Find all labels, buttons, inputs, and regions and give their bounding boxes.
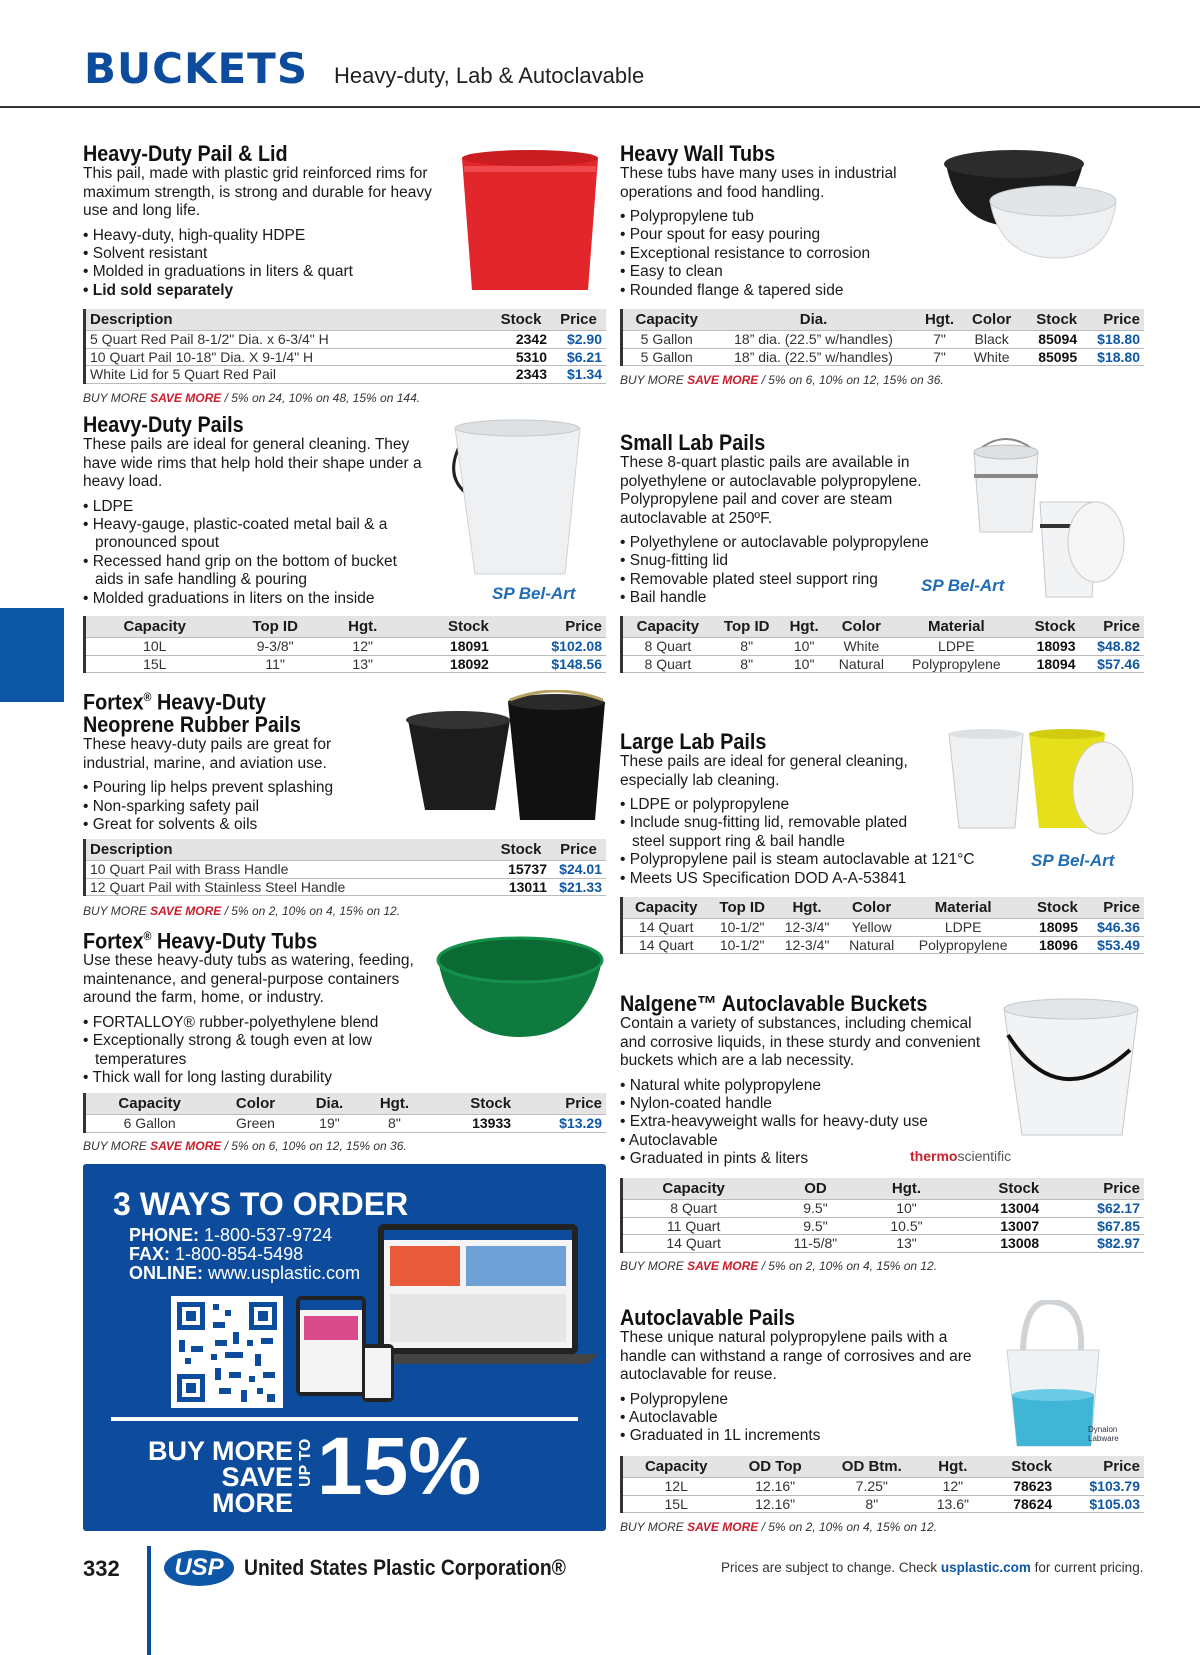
- green-tub-image: [432, 932, 607, 1042]
- feature-item: • Bail handle: [620, 589, 950, 607]
- feature-item: • Heavy-gauge, plastic-coated metal bail & a pronounced spout: [83, 516, 413, 553]
- section-autoclavable-pails: [620, 1306, 1000, 1446]
- page-title: BUCKETS: [84, 44, 309, 93]
- table-row: 15L 11" 13" 18092 $148.56: [85, 655, 607, 673]
- feature-item: • Snug-fitting lid: [620, 552, 950, 570]
- feature-item: • Molded graduations in liters on the inside: [83, 590, 413, 608]
- sp-bel-art-logo: SP Bel-Art: [921, 576, 1005, 595]
- feature-item: • Extra-heavyweight walls for heavy-duty use: [620, 1113, 1000, 1131]
- feature-item: • Meets US Specification DOD A-A-53841: [620, 870, 1000, 888]
- product-description: These 8-quart plastic pails are available in polyethylene or autoclavable polypropylene. Polypropylene pail and cover are steam autoclavable at 250ºF.: [620, 454, 922, 527]
- table-row: 10 Quart Pail with Brass Handle 15737 $24.01: [85, 861, 607, 879]
- feature-item: • Polypropylene tub: [620, 208, 920, 226]
- spec-table-fortex-pails: Description Stock Price 10 Quart Pail with Brass Handle 15737 $24.01 12 Quart Pail with Stainless Steel Handle 13011 $21.33: [83, 839, 606, 896]
- feature-item: • LDPE or polypropylene: [620, 796, 1000, 814]
- feature-item: • Lid sold separately: [83, 282, 443, 300]
- feature-item: • Autoclavable: [620, 1132, 1000, 1150]
- section-side-tab: [0, 608, 64, 702]
- col-header: Stock: [491, 309, 551, 331]
- product-title: Heavy Wall Tubs: [620, 141, 776, 166]
- save-more-note: BUY MORE SAVE MORE / 5% on 2, 10% on 4, 15% on 12.: [620, 1520, 938, 1534]
- spec-table-fortex-tubs: Capacity Color Dia. Hgt. Stock Price 6 Gallon Green 19" 8" 13933 $13.29: [83, 1093, 606, 1133]
- product-description: These unique natural polypropylene pails with a handle can withstand a range of corrosives and are autoclavable for reuse.: [620, 1329, 972, 1383]
- dynalon-logo: Dynalon Labware: [1088, 1425, 1119, 1443]
- feature-item: • LDPE: [83, 498, 413, 516]
- feature-item: • Nylon-coated handle: [620, 1095, 1000, 1113]
- thermo-scientific-logo: thermoscientific: [910, 1148, 1012, 1164]
- feature-list: [83, 498, 413, 608]
- save-more-note: BUY MORE SAVE MORE / 5% on 2, 10% on 4, 15% on 12.: [620, 1259, 938, 1273]
- table-row: 12L 12.16" 7.25" 12" 78623 $103.79: [622, 1478, 1145, 1496]
- feature-list: [620, 534, 950, 608]
- save-more-note: BUY MORE SAVE MORE / 5% on 6, 10% on 12, 15% on 36.: [83, 1139, 407, 1153]
- section-nalgene-buckets: [620, 992, 1000, 1169]
- product-description: Contain a variety of substances, including chemical and corrosive liquids, in these sturdy and convenient buckets which are a lab necessity.: [620, 1015, 981, 1069]
- feature-item: • Easy to clean: [620, 263, 920, 281]
- table-row: 5 Gallon 18” dia. (22.5” w/handles) 7" White 85095 $18.80: [622, 348, 1145, 366]
- product-description: This pail, made with plastic grid reinforced rims for maximum strength, is strong and durable for heavy use and long life.: [83, 165, 432, 219]
- table-row: 8 Quart 9.5" 10" 13004 $62.17: [622, 1200, 1145, 1218]
- page-subtitle: Heavy-duty, Lab & Autoclavable: [334, 63, 645, 88]
- white-pail-image: [445, 416, 585, 576]
- feature-list: [83, 1014, 403, 1088]
- spec-table-autoclavable-pails: Capacity OD Top OD Btm. Hgt. Stock Price 12L 12.16" 7.25" 12" 78623 $103.79 15L 12.16" 8" 13.6" 78624 $105.03: [620, 1456, 1144, 1513]
- spec-table-small-lab-pails: Capacity Top ID Hgt. Color Material Stock Price 8 Quart 8" 10" White LDPE 18093 $48.82 8 Quart 8" 10" Natural Polypropylene 18094 $57.46: [620, 616, 1144, 673]
- save-more-note: BUY MORE SAVE MORE / 5% on 6, 10% on 12, 15% on 36.: [620, 373, 944, 387]
- table-row: 12 Quart Pail with Stainless Steel Handle 13011 $21.33: [85, 878, 607, 896]
- feature-item: • Removable plated steel support ring: [620, 571, 950, 589]
- discount-percent: 15%: [317, 1421, 482, 1512]
- fax-number: 1-800-854-5498: [175, 1244, 304, 1264]
- table-row: 14 Quart 10-1/2" 12-3/4" Yellow LDPE 18095 $46.36: [622, 919, 1145, 937]
- table-row: 8 Quart 8" 10" Natural Polypropylene 18094 $57.46: [622, 655, 1145, 673]
- table-row: 5 Gallon 18” dia. (22.5” w/handles) 7" Black 85094 $18.80: [622, 331, 1145, 349]
- sp-bel-art-logo: SP Bel-Art: [492, 584, 576, 603]
- spec-table-heavy-duty-pail: [83, 309, 606, 384]
- footer-divider: [147, 1546, 151, 1655]
- col-header: Price: [551, 309, 606, 331]
- qr-code-icon[interactable]: [171, 1296, 283, 1408]
- feature-item: • Graduated in 1L increments: [620, 1427, 1000, 1445]
- nalgene-bucket-image: [998, 995, 1143, 1140]
- feature-item: • Molded in graduations in liters & quart: [83, 263, 443, 281]
- table-row: 10L 9-3/8" 12" 18091 $102.08: [85, 638, 607, 656]
- table-row: 10 Quart Pail 10-18" Dia. X 9-1/4" H 5310 $6.21: [85, 348, 607, 366]
- feature-item: • Exceptional resistance to corrosion: [620, 245, 920, 263]
- section-heavy-duty-pail-lid: [83, 142, 443, 300]
- heavy-wall-tubs-image: [938, 146, 1118, 261]
- phone-link[interactable]: 1-800-537-9724: [204, 1225, 333, 1245]
- col-header: Description: [85, 309, 492, 331]
- feature-item: • Recessed hand grip on the bottom of bucket aids in safe handling & pouring: [83, 553, 413, 590]
- section-small-lab-pails: [620, 431, 950, 608]
- feature-item: • Thick wall for long lasting durability: [83, 1069, 403, 1087]
- header-divider: [0, 106, 1200, 108]
- usp-logo[interactable]: USP: [164, 1550, 234, 1586]
- table-row: 14 Quart 11-5/8" 13" 13008 $82.97: [622, 1235, 1145, 1253]
- section-large-lab-pails: [620, 730, 1000, 888]
- feature-item: • Pouring lip helps prevent splashing: [83, 779, 393, 797]
- feature-item: • Rounded flange & tapered side: [620, 282, 920, 300]
- table-row: 5 Quart Red Pail 8-1/2" Dia. x 6-3/4" H 2342 $2.90: [85, 331, 607, 349]
- website-devices-image: [288, 1224, 598, 1449]
- product-description: These pails are ideal for general cleaning. They have wide rims that help hold their shape under a heavy load.: [83, 436, 422, 490]
- table-row: 11 Quart 9.5" 10.5" 13007 $67.85: [622, 1217, 1145, 1235]
- product-title: Heavy-Duty Pail & Lid: [83, 141, 288, 166]
- product-title: Fortex® Heavy-Duty Tubs: [83, 928, 318, 954]
- table-row: 6 Gallon Green 19" 8" 13933 $13.29: [85, 1115, 607, 1133]
- product-title: Fortex® Heavy-Duty Neoprene Rubber Pails: [83, 689, 301, 738]
- section-fortex-tubs: [83, 925, 423, 1087]
- order-title: 3 WAYS TO ORDER: [113, 1186, 409, 1222]
- spec-table-heavy-wall-tubs: Capacity Dia. Hgt. Color Stock Price 5 Gallon 18” dia. (22.5” w/handles) 7" Black 85094 $18.80 5 Gallon 18” dia. (22.5” w/handles) 7" White 85095 $18.80: [620, 309, 1144, 366]
- feature-item: • Non-sparking safety pail: [83, 798, 393, 816]
- table-row: 8 Quart 8" 10" White LDPE 18093 $48.82: [622, 638, 1145, 656]
- table-row: 14 Quart 10-1/2" 12-3/4" Natural Polypropylene 18096 $53.49: [622, 936, 1145, 954]
- product-title: Nalgene™ Autoclavable Buckets: [620, 991, 928, 1016]
- section-heavy-duty-pails: [83, 413, 443, 608]
- page-number: 332: [83, 1556, 120, 1581]
- product-description: Use these heavy-duty tubs as watering, feeding, maintenance, and general-purpose containers around the farm, home, or industry.: [83, 952, 414, 1007]
- feature-list: [620, 796, 1000, 888]
- feature-item: • Polyethylene or autoclavable polypropylene: [620, 534, 950, 552]
- product-title: Small Lab Pails: [620, 430, 766, 455]
- product-title: Heavy-Duty Pails: [83, 412, 244, 437]
- feature-item: • Pour spout for easy pouring: [620, 226, 920, 244]
- ways-to-order-panel: [83, 1164, 606, 1531]
- product-description: These heavy-duty pails are great for industrial, marine, and aviation use.: [83, 736, 332, 772]
- feature-item: • FORTALLOY® rubber-polyethylene blend: [83, 1014, 403, 1032]
- pricing-note: Prices are subject to change. Check usplastic.com for current pricing.: [721, 1560, 1144, 1575]
- feature-list: [620, 1391, 1000, 1446]
- feature-item: • Heavy-duty, high-quality HDPE: [83, 227, 443, 245]
- contact-info: PHONE: 1-800-537-9724 FAX: 1-800-854-5498 ONLINE: www.usplastic.com: [129, 1225, 361, 1283]
- product-description: These pails are ideal for general cleaning, especially lab cleaning.: [620, 753, 908, 789]
- feature-list: [83, 779, 393, 834]
- feature-item: • Include snug-fitting lid, removable plated steel support ring & bail handle: [620, 814, 935, 851]
- table-row: White Lid for 5 Quart Red Pail 2343 $1.34: [85, 366, 607, 384]
- buy-more-save-more: BUY MORE SAVE MORE: [147, 1436, 293, 1518]
- website-link[interactable]: www.usplastic.com: [208, 1263, 361, 1283]
- black-rubber-pails-image: [400, 690, 610, 825]
- spec-table-large-lab-pails: Capacity Top ID Hgt. Color Material Stock Price 14 Quart 10-1/2" 12-3/4" Yellow LDPE 18095 $46.36 14 Quart 10-1/2" 12-3/4" Natural Polypropylene 18096 $53.49: [620, 897, 1144, 954]
- company-name: United States Plastic Corporation®: [244, 1555, 566, 1580]
- section-fortex-pails: [83, 686, 393, 835]
- feature-list: [620, 208, 920, 300]
- large-lab-pails-image: [945, 728, 1135, 838]
- sp-bel-art-logo: SP Bel-Art: [1031, 851, 1115, 870]
- usplastic-link[interactable]: usplastic.com: [940, 1560, 1031, 1575]
- up-to-label: UP TO: [297, 1438, 314, 1487]
- feature-item: • Solvent resistant: [83, 245, 443, 263]
- product-description: These tubs have many uses in industrial operations and food handling.: [620, 165, 897, 201]
- section-heavy-wall-tubs: [620, 142, 920, 300]
- feature-item: • Autoclavable: [620, 1409, 1000, 1427]
- product-title: Autoclavable Pails: [620, 1305, 795, 1330]
- spec-table-nalgene: Capacity OD Hgt. Stock Price 8 Quart 9.5" 10" 13004 $62.17 11 Quart 9.5" 10.5" 13007 $67.85 14 Quart 11-5/8" 13" 13008 $82.97: [620, 1178, 1144, 1253]
- table-row: 15L 12.16" 8" 13.6" 78624 $105.03: [622, 1495, 1145, 1513]
- save-more-note: BUY MORE SAVE MORE / 5% on 2, 10% on 4, 15% on 12.: [83, 904, 401, 918]
- product-title: Large Lab Pails: [620, 729, 767, 754]
- feature-item: • Great for solvents & oils: [83, 816, 393, 834]
- red-pail-image: [450, 148, 610, 298]
- feature-list: [83, 227, 443, 301]
- feature-item: • Polypropylene pail is steam autoclavable at 121°C: [620, 851, 1000, 869]
- feature-item: • Graduated in pints & liters: [620, 1150, 1000, 1168]
- feature-item: • Polypropylene: [620, 1391, 1000, 1409]
- feature-item: • Natural white polypropylene: [620, 1077, 1000, 1095]
- feature-item: • Exceptionally strong & tough even at low temperatures: [83, 1032, 403, 1069]
- spec-table-heavy-duty-pails: Capacity Top ID Hgt. Stock Price 10L 9-3/8" 12" 18091 $102.08 15L 11" 13" 18092 $148.56: [83, 616, 606, 673]
- save-more-note: BUY MORE SAVE MORE / 5% on 24, 10% on 48, 15% on 144.: [83, 391, 421, 405]
